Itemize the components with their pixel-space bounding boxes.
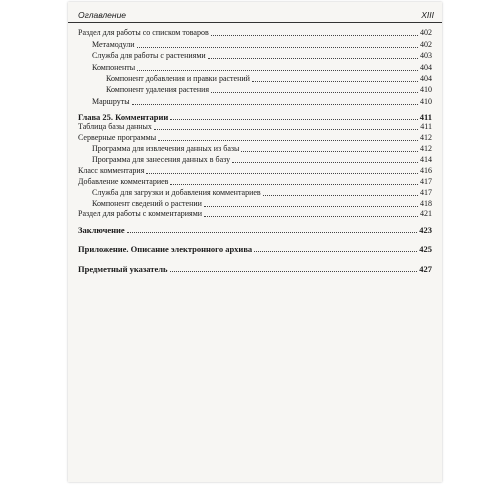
dot-leader (137, 47, 418, 48)
toc-entry-title: Компонент удаления растения (106, 85, 210, 94)
book-page (68, 2, 442, 482)
dot-leader (241, 151, 418, 152)
toc-entry-title: Программа для извлечения данных из базы (92, 144, 240, 153)
toc-entry-title: Маршруты (92, 97, 130, 106)
header-page-number: XIII (421, 10, 434, 20)
toc-entry-title: Серверные программы (78, 133, 157, 142)
toc-entry-title: Приложение. Описание электронного архива (78, 244, 253, 254)
toc-entry-title: Таблица базы данных (78, 122, 152, 131)
toc-entry-page: 412 (420, 133, 432, 142)
toc-entry-title: Глава 25. Комментарии (78, 112, 169, 122)
toc-entry-page: 414 (420, 155, 432, 164)
dot-leader (127, 232, 418, 233)
toc-chapter (78, 263, 432, 275)
toc-entry-page: 404 (420, 74, 432, 83)
toc-entry-page: 410 (420, 97, 432, 106)
toc-entry-title: Заключение (78, 225, 125, 235)
dot-leader (158, 140, 418, 141)
toc-entry-page: 411 (419, 112, 432, 122)
toc-entry-page: 402 (420, 40, 432, 49)
toc-entry-title: Метамодули (92, 40, 135, 49)
toc-entry (78, 84, 432, 96)
toc-chapter (78, 243, 432, 255)
toc-chapter (78, 224, 432, 236)
page-header (68, 6, 442, 23)
toc-entry (78, 208, 432, 220)
toc-entry (78, 96, 432, 108)
toc-entry-title: Раздел для работы с комментариями (78, 209, 203, 218)
toc-entry (78, 50, 432, 62)
toc-entry-page: 416 (420, 166, 432, 175)
toc-entry-page: 402 (420, 28, 432, 37)
dot-leader (208, 58, 418, 59)
toc-entry-title: Класс комментария (78, 166, 145, 175)
toc-entry-page: 417 (420, 177, 432, 186)
toc-entry-page: 404 (420, 63, 432, 72)
toc-entry-page: 423 (419, 225, 432, 235)
toc-entry-title: Служба для работы с растениями (92, 51, 206, 60)
dot-leader (232, 162, 418, 163)
toc-entry-page: 427 (419, 264, 432, 274)
dot-leader (132, 104, 418, 105)
toc-entry-page: 421 (420, 209, 432, 218)
toc-entry-page: 417 (420, 188, 432, 197)
dot-leader (252, 81, 418, 82)
toc-entry-title: Компоненты (92, 63, 136, 72)
header-title: Оглавление (78, 10, 127, 20)
dot-leader (170, 184, 418, 185)
toc-entry-page: 425 (419, 244, 432, 254)
dot-leader (154, 129, 418, 130)
dot-leader (146, 173, 418, 174)
dot-leader (204, 206, 418, 207)
toc-entry (78, 27, 432, 39)
dot-leader (137, 70, 418, 71)
toc-entry-page: 410 (420, 85, 432, 94)
toc-entry-title: Компонент сведений о растении (92, 199, 202, 208)
dot-leader (254, 251, 417, 252)
dot-leader (170, 119, 417, 120)
toc-entry-page: 412 (420, 144, 432, 153)
dot-leader (211, 92, 418, 93)
dot-leader (211, 35, 418, 36)
toc-entry-title: Программа для занесения данных в базу (92, 155, 231, 164)
toc-entry-title: Добавление комментариев (78, 177, 169, 186)
dot-leader (263, 195, 418, 196)
toc-entry-title: Предметный указатель (78, 264, 168, 274)
toc-entry-page: 403 (420, 51, 432, 60)
toc-entry-title: Компонент добавления и правки растений (106, 74, 250, 83)
dot-leader (204, 216, 418, 217)
toc-entry-page: 418 (420, 199, 432, 208)
dot-leader (170, 271, 418, 272)
toc-entry-page: 411 (420, 122, 432, 131)
toc-entry-title: Служба для загрузки и добавления комментариев (92, 188, 261, 197)
toc-entry-title: Раздел для работы со списком товаров (78, 28, 209, 37)
